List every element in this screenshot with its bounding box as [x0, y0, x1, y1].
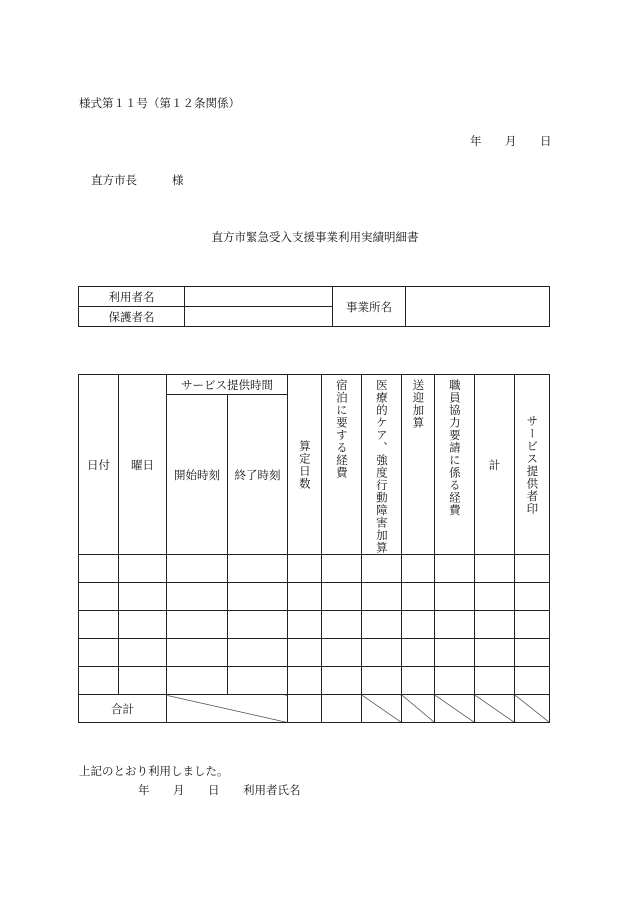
header-medical: 医療的ケア、強度行動障害加算: [374, 379, 389, 554]
header-days: 算定日数: [297, 439, 312, 490]
header-seal: サービス提供者印: [525, 414, 540, 515]
header-end-time: 終了時刻: [228, 395, 288, 555]
header-service-time: サービス提供時間: [167, 375, 288, 395]
header-lodging: 宿泊に要する経費: [334, 379, 349, 479]
header-staff: 職員協力要請に係る経費: [447, 379, 462, 517]
header-medical-cell: [362, 375, 402, 555]
header-transport: 送迎加算: [411, 379, 426, 429]
guardian-name-label: 保護者名: [79, 307, 185, 327]
total-medical-diagonal: [362, 695, 402, 723]
date-year: 年: [470, 134, 482, 148]
user-name-label: 利用者名: [79, 287, 185, 307]
guardian-name-field[interactable]: [185, 307, 333, 327]
header-days-cell: [288, 375, 322, 555]
footer-month: 月: [173, 783, 185, 797]
usage-statement: 上記のとおり利用しました。: [79, 764, 229, 778]
footer-day: 日: [208, 783, 220, 797]
office-name-label: 事業所名: [333, 287, 406, 327]
document-title: 直方市緊急受入支援事業利用実績明細書: [211, 230, 419, 244]
addressee-name: 直方市長: [91, 173, 137, 187]
user-name-field[interactable]: [185, 287, 333, 307]
header-staff-cell: [435, 375, 475, 555]
office-name-field[interactable]: [406, 287, 550, 327]
total-label: 合計: [79, 695, 167, 723]
header-date: 日付: [79, 375, 119, 555]
footer-user-name-label: 利用者氏名: [243, 783, 301, 797]
header-total: 計: [475, 375, 515, 555]
date-month: 月: [505, 134, 517, 148]
table-row: [79, 583, 550, 611]
footer-year: 年: [138, 783, 150, 797]
table-row: [79, 667, 550, 695]
total-transport-diagonal: [402, 695, 435, 723]
total-staff-diagonal: [435, 695, 475, 723]
table-row: [79, 639, 550, 667]
header-weekday: 曜日: [119, 375, 167, 555]
total-days-cell[interactable]: [288, 695, 322, 723]
total-lodging-cell[interactable]: [322, 695, 362, 723]
date-day: 日: [540, 134, 552, 148]
total-row: [79, 695, 550, 723]
usage-table: [78, 374, 550, 723]
total-time-diagonal: [167, 695, 288, 723]
table-row: [79, 555, 550, 583]
header-transport-cell: [402, 375, 435, 555]
header-lodging-cell: [322, 375, 362, 555]
info-table: [78, 286, 550, 327]
header-seal-cell: [515, 375, 550, 555]
header-start-time: 開始時刻: [167, 395, 228, 555]
table-row: [79, 611, 550, 639]
total-sum-diagonal: [475, 695, 515, 723]
form-number: 様式第１１号（第１２条関係）: [79, 96, 240, 110]
addressee-honorific: 様: [172, 173, 184, 187]
total-seal-diagonal: [515, 695, 550, 723]
